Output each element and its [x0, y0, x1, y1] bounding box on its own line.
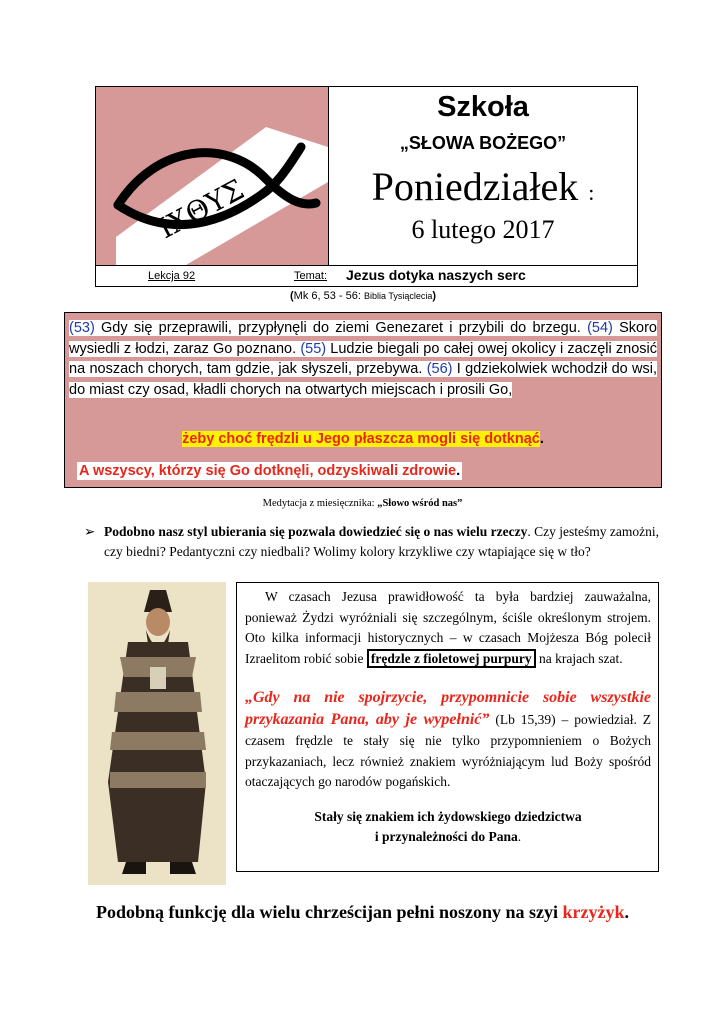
info-text-3-end: . [517, 829, 522, 844]
red-verse [77, 463, 462, 479]
info-text-1-end: na krajach szat. [535, 650, 623, 666]
info-text-3a: Stały się znakiem ich żydowskiego dziedzictwa [314, 809, 582, 824]
scripture-reference [290, 290, 436, 302]
meditation-source [0, 498, 725, 509]
rabbi-figure-icon [88, 582, 226, 885]
verse-55: Ludzie biegali po całej owej okolicy i zaczęli znosić na noszach chorych, tam gdzie, jak słyszeli, przebywa. [69, 340, 657, 377]
meditation-prefix: Medytacja z miesięcznika: [262, 498, 378, 509]
verse-56-number: (56) [426, 361, 453, 377]
ref-close: ) [432, 290, 437, 302]
info-paragraph-3 [245, 807, 651, 847]
verse-55-number: (55) [300, 340, 327, 357]
lesson-number: Lekcja 92 [148, 270, 196, 282]
temat-value: Jezus dotyka naszych serc [346, 267, 526, 283]
ichthys-logo [96, 87, 329, 265]
final-text: Podobną funkcję dla wielu chrześcijan pełni noszony na szyi [95, 902, 563, 922]
bullet-rest: . Czy jesteśmy zamożni, czy biedni? Pedantyczni czy niedbali? Wolimy kolory krzykliwe czy wtapiające się w tło? [104, 524, 659, 559]
fringe-boxed-text: frędzle z fioletowej purpury [367, 649, 536, 668]
verse-56: I gdziekolwiek wchodził do wsi, do miast czy osad, kładli chorych na otwartych miejscach i prosili Go, [69, 361, 657, 398]
verse-53-number: (53) [69, 320, 95, 336]
verse-54: Skoro wysiedli z łodzi, zaraz Go poznano. [69, 320, 657, 357]
header-box [95, 86, 638, 266]
scripture-text [69, 318, 657, 400]
info-text-1: W czasach Jezusa prawidłowość ta była bardziej zauważalna, ponieważ Żydzi wyróżniali się szczególnym, ściśle określonym strojem. Oto kilka informacji historycznych – w czasach Mojżesza Bóg polecił Izraelitom robić sobie [245, 589, 651, 666]
quote-close: ” [481, 711, 490, 728]
info-paragraph-2 [245, 687, 651, 793]
school-title: Szkoła [437, 91, 529, 123]
scripture-box [64, 312, 662, 488]
title-cell [329, 87, 637, 265]
bullet-bold: Podobno nasz styl ubierania się pozwala dowiedzieć się o nas wielu rzeczy [104, 524, 528, 539]
day-colon: : [588, 180, 595, 205]
quote-open: „ [245, 689, 253, 706]
info-paragraph-1 [245, 587, 651, 669]
final-sentence [0, 902, 725, 923]
info-text-3b: i przynależności do Pana [374, 829, 518, 844]
final-cross-word: krzyżyk [562, 902, 625, 922]
verse-53: Gdy się przeprawili, przypłynęli do ziemi Genezaret i przybili do brzegu. [94, 320, 588, 336]
highlighted-verse [65, 431, 661, 447]
info-text-2: (Lb 15,39) – powiedział. Z czasem frędzle te stały się nie tylko przypomnieniem o Bożych przykazaniach, lecz również znakiem wyróżniającym lud Boży spośród otaczających go narodów pogańskich. [245, 712, 651, 789]
yellow-end: . [539, 431, 544, 447]
bullet-paragraph [84, 522, 664, 562]
ref-open: ( [290, 290, 294, 302]
meditation-title: „Słowo wśród nas” [377, 498, 463, 509]
ref-text: Mk 6, 53 - 56: [293, 290, 361, 302]
verses-highlight [69, 320, 657, 398]
date: 6 lutego 2017 [411, 215, 555, 244]
yellow-text: żeby choć frędzli u Jego płaszcza mogli się dotknąć [182, 431, 540, 447]
slowa-subtitle: „SŁOWA BOŻEGO” [399, 133, 567, 153]
arrow-bullet-icon: ➢ [84, 524, 96, 539]
ichthys-text: ΙΧΘΥΣ [152, 172, 250, 246]
day-name: Poniedziałek [371, 164, 579, 209]
bible-name: Biblia Tysiąclecia [364, 291, 433, 301]
red-end: . [456, 463, 461, 479]
lesson-row [95, 265, 638, 287]
verse-54-number: (54) [587, 320, 613, 336]
fish-icon [96, 87, 328, 265]
historical-info-box [236, 582, 659, 872]
quote-text: Gdy na nie spojrzycie, przypomnicie sobie wszystkie przykazania Pana, aby je wypełnić [245, 689, 651, 728]
red-text: A wszyscy, którzy się Go dotknęli, odzyskiwali zdrowie [79, 463, 457, 479]
temat-label: Temat: [294, 270, 328, 282]
final-end: . [624, 902, 630, 922]
day-title [329, 163, 637, 210]
rabbi-photo [88, 582, 226, 885]
